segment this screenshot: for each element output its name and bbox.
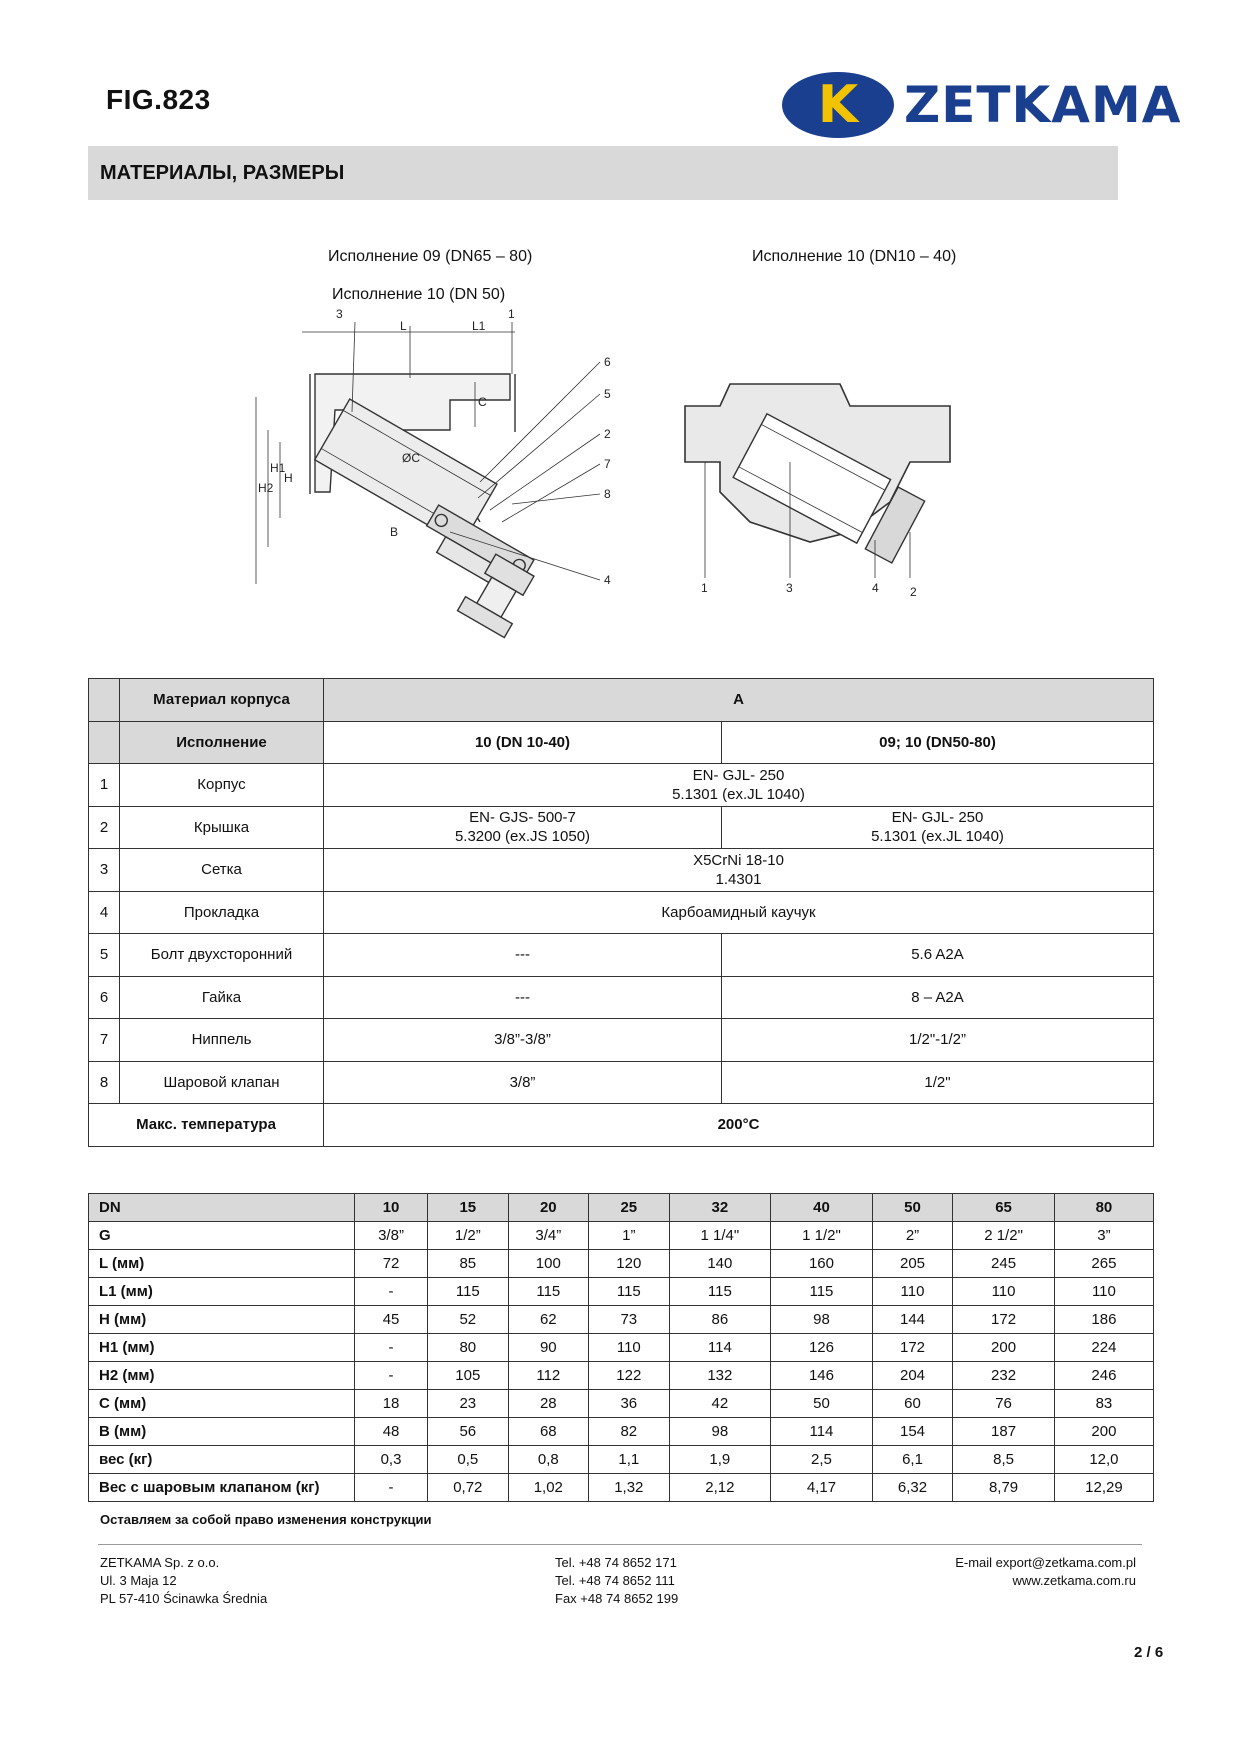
callout-2: 2 bbox=[604, 427, 611, 441]
callout-7: 7 bbox=[604, 457, 611, 471]
table-cell: 90 bbox=[508, 1334, 589, 1362]
dim-label-L1: L1 bbox=[472, 319, 486, 333]
table-cell: 50 bbox=[771, 1390, 873, 1418]
email-line: E-mail export@zetkama.com.pl bbox=[955, 1555, 1136, 1570]
table-row bbox=[89, 934, 1154, 977]
table-cell: 86 bbox=[669, 1306, 771, 1334]
dim-label-H: H bbox=[284, 471, 293, 485]
materials-table bbox=[88, 678, 1154, 1147]
callout-1: 1 bbox=[508, 307, 515, 321]
row-number: 3 bbox=[89, 849, 120, 892]
material-line: 1.4301 bbox=[715, 870, 762, 888]
table-cell: 98 bbox=[771, 1306, 873, 1334]
dim-label-L: L bbox=[400, 319, 407, 333]
part-name: Болт двухсторонний bbox=[120, 934, 324, 977]
row-label: C (мм) bbox=[89, 1390, 355, 1418]
table-cell: 140 bbox=[669, 1250, 771, 1278]
header-blank-cell bbox=[89, 679, 120, 722]
row-number: 4 bbox=[89, 891, 120, 934]
part-name: Корпус bbox=[120, 764, 324, 807]
row-label: L1 (мм) bbox=[89, 1278, 355, 1306]
dim-label-B: B bbox=[390, 525, 399, 539]
table-cell: 110 bbox=[953, 1278, 1055, 1306]
table-cell: 3/8” bbox=[355, 1222, 428, 1250]
header-material-a: A bbox=[324, 679, 1154, 722]
table-cell: 2” bbox=[872, 1222, 953, 1250]
table-cell: 72 bbox=[355, 1250, 428, 1278]
row-label: G bbox=[89, 1222, 355, 1250]
callout-right-1: 1 bbox=[701, 581, 708, 595]
table-cell: 120 bbox=[589, 1250, 670, 1278]
row-label: Вес с шаровым клапаном (кг) bbox=[89, 1474, 355, 1502]
dimensions-table bbox=[88, 1193, 1154, 1502]
table-cell: 160 bbox=[771, 1250, 873, 1278]
table-cell: 172 bbox=[953, 1306, 1055, 1334]
table-cell: 265 bbox=[1054, 1250, 1153, 1278]
table-cell: 76 bbox=[953, 1390, 1055, 1418]
table-cell: 6,1 bbox=[872, 1446, 953, 1474]
column-header: 25 bbox=[589, 1194, 670, 1222]
table-cell: 146 bbox=[771, 1362, 873, 1390]
part-name: Крышка bbox=[120, 806, 324, 849]
dim-label-C: C bbox=[478, 395, 487, 409]
table-cell: 3/4” bbox=[508, 1222, 589, 1250]
material-value: 1/2"-1/2” bbox=[722, 1019, 1154, 1062]
material-value: 8 – A2A bbox=[722, 976, 1154, 1019]
table-cell: 110 bbox=[872, 1278, 953, 1306]
row-label: L (мм) bbox=[89, 1250, 355, 1278]
dim-label-oc: ØC bbox=[402, 451, 420, 465]
table-cell: 60 bbox=[872, 1390, 953, 1418]
table-row bbox=[89, 1334, 1154, 1362]
material-value bbox=[324, 764, 1154, 807]
table-cell: 0,72 bbox=[428, 1474, 509, 1502]
table-row bbox=[89, 1019, 1154, 1062]
table-cell: 42 bbox=[669, 1390, 771, 1418]
table-cell: 122 bbox=[589, 1362, 670, 1390]
table-cell: 132 bbox=[669, 1362, 771, 1390]
table-cell: 48 bbox=[355, 1418, 428, 1446]
table-row bbox=[89, 1362, 1154, 1390]
material-value bbox=[324, 806, 722, 849]
column-header: 80 bbox=[1054, 1194, 1153, 1222]
column-header: 50 bbox=[872, 1194, 953, 1222]
address-line: PL 57-410 Ścinawka Średnia bbox=[100, 1591, 268, 1606]
table-cell: 205 bbox=[872, 1250, 953, 1278]
column-header: 40 bbox=[771, 1194, 873, 1222]
table-cell: 105 bbox=[428, 1362, 509, 1390]
material-line: 5.1301 (ex.JL 1040) bbox=[672, 785, 805, 803]
logo-letter: K bbox=[817, 75, 859, 135]
table-row bbox=[89, 1390, 1154, 1418]
caption-version-10-dn50: Исполнение 10 (DN 50) bbox=[332, 286, 506, 303]
table-cell: 0,3 bbox=[355, 1446, 428, 1474]
table-cell: 187 bbox=[953, 1418, 1055, 1446]
table-cell: 126 bbox=[771, 1334, 873, 1362]
table-row bbox=[89, 764, 1154, 807]
table-cell: 1 1/4" bbox=[669, 1222, 771, 1250]
material-value: Карбоамидный каучук bbox=[324, 891, 1154, 934]
callout-3: 3 bbox=[336, 307, 343, 321]
footer-phones bbox=[555, 1554, 678, 1608]
table-cell: 154 bbox=[872, 1418, 953, 1446]
table-row bbox=[89, 1474, 1154, 1502]
table-cell: 1,32 bbox=[589, 1474, 670, 1502]
column-header: 15 bbox=[428, 1194, 509, 1222]
table-row bbox=[89, 1418, 1154, 1446]
table-cell: 112 bbox=[508, 1362, 589, 1390]
table-row bbox=[89, 1278, 1154, 1306]
address-line: Ul. 3 Maja 12 bbox=[100, 1573, 177, 1588]
row-label: DN bbox=[89, 1194, 355, 1222]
material-value: --- bbox=[324, 976, 722, 1019]
material-value: 5.6 A2A bbox=[722, 934, 1154, 977]
table-cell: 36 bbox=[589, 1390, 670, 1418]
row-label: H1 (мм) bbox=[89, 1334, 355, 1362]
materials-header-row-1 bbox=[89, 679, 1154, 722]
max-temperature-row bbox=[89, 1104, 1154, 1147]
part-name: Прокладка bbox=[120, 891, 324, 934]
table-cell: 8,79 bbox=[953, 1474, 1055, 1502]
design-change-note: Оставляем за собой право изменения конструкции bbox=[100, 1512, 432, 1527]
header-blank-cell bbox=[89, 721, 120, 764]
part-name: Шаровой клапан bbox=[120, 1061, 324, 1104]
max-temperature-value: 200°C bbox=[324, 1104, 1154, 1147]
figure-title: FIG.823 bbox=[106, 84, 211, 115]
table-cell: 186 bbox=[1054, 1306, 1153, 1334]
row-label: H2 (мм) bbox=[89, 1362, 355, 1390]
table-cell: 80 bbox=[428, 1334, 509, 1362]
website-link[interactable]: www.zetkama.com.ru bbox=[1012, 1573, 1136, 1588]
table-cell: 85 bbox=[428, 1250, 509, 1278]
table-cell: - bbox=[355, 1362, 428, 1390]
table-cell: 2 1/2" bbox=[953, 1222, 1055, 1250]
table-cell: 232 bbox=[953, 1362, 1055, 1390]
callout-right-2: 2 bbox=[910, 585, 917, 599]
phone-line: Tel. +48 74 8652 171 bbox=[555, 1555, 677, 1570]
table-cell: 172 bbox=[872, 1334, 953, 1362]
dim-label-H1: H1 bbox=[270, 461, 286, 475]
table-cell: 246 bbox=[1054, 1362, 1153, 1390]
table-cell: 3” bbox=[1054, 1222, 1153, 1250]
row-label: B (мм) bbox=[89, 1418, 355, 1446]
header-version: Исполнение bbox=[120, 721, 324, 764]
material-value: 3/8” bbox=[324, 1061, 722, 1104]
materials-header-row-2 bbox=[89, 721, 1154, 764]
header-version-09-10: 09; 10 (DN50-80) bbox=[722, 721, 1154, 764]
table-cell: 115 bbox=[508, 1278, 589, 1306]
table-row bbox=[89, 891, 1154, 934]
column-header: 32 bbox=[669, 1194, 771, 1222]
row-number: 6 bbox=[89, 976, 120, 1019]
material-line: EN- GJL- 250 bbox=[692, 766, 785, 784]
table-cell: 115 bbox=[428, 1278, 509, 1306]
table-cell: 82 bbox=[589, 1418, 670, 1446]
column-header: 10 bbox=[355, 1194, 428, 1222]
row-label: H (мм) bbox=[89, 1306, 355, 1334]
table-cell: 0,8 bbox=[508, 1446, 589, 1474]
callout-4: 4 bbox=[604, 573, 611, 587]
table-cell: 1,1 bbox=[589, 1446, 670, 1474]
table-cell: 115 bbox=[771, 1278, 873, 1306]
column-header: 20 bbox=[508, 1194, 589, 1222]
table-cell: 18 bbox=[355, 1390, 428, 1418]
dim-label-H2: H2 bbox=[258, 481, 274, 495]
table-cell: 224 bbox=[1054, 1334, 1153, 1362]
material-line: EN- GJL- 250 bbox=[891, 809, 984, 827]
table-cell: 115 bbox=[669, 1278, 771, 1306]
table-cell: - bbox=[355, 1278, 428, 1306]
table-cell: 245 bbox=[953, 1250, 1055, 1278]
section-title: МАТЕРИАЛЫ, РАЗМЕРЫ bbox=[100, 162, 345, 184]
callout-right-3: 3 bbox=[786, 581, 793, 595]
table-cell: 114 bbox=[669, 1334, 771, 1362]
table-cell: 28 bbox=[508, 1390, 589, 1418]
table-row bbox=[89, 1061, 1154, 1104]
zetkama-logo bbox=[782, 72, 1182, 138]
material-value bbox=[722, 806, 1154, 849]
table-row bbox=[89, 1446, 1154, 1474]
table-cell: 56 bbox=[428, 1418, 509, 1446]
table-cell: 12,0 bbox=[1054, 1446, 1153, 1474]
callout-5: 5 bbox=[604, 387, 611, 401]
table-cell: 0,5 bbox=[428, 1446, 509, 1474]
table-cell: 144 bbox=[872, 1306, 953, 1334]
table-cell: 1/2” bbox=[428, 1222, 509, 1250]
caption-version-10-dn10-40: Исполнение 10 (DN10 – 40) bbox=[752, 248, 957, 265]
table-cell: 110 bbox=[589, 1334, 670, 1362]
address-line: ZETKAMA Sp. z o.o. bbox=[100, 1555, 220, 1570]
table-cell: 200 bbox=[1054, 1418, 1153, 1446]
page-number: 2 / 6 bbox=[1134, 1644, 1164, 1661]
header-body-material: Материал корпуса bbox=[120, 679, 324, 722]
column-header: 65 bbox=[953, 1194, 1055, 1222]
table-cell: 204 bbox=[872, 1362, 953, 1390]
table-row bbox=[89, 1222, 1154, 1250]
table-cell: 83 bbox=[1054, 1390, 1153, 1418]
table-row bbox=[89, 1306, 1154, 1334]
max-temperature-label: Макс. температура bbox=[89, 1104, 324, 1147]
table-cell: 1” bbox=[589, 1222, 670, 1250]
table-cell: 8,5 bbox=[953, 1446, 1055, 1474]
phone-line: Fax +48 74 8652 199 bbox=[555, 1591, 679, 1606]
table-cell: 98 bbox=[669, 1418, 771, 1446]
row-number: 2 bbox=[89, 806, 120, 849]
material-line: X5CrNi 18-10 bbox=[693, 851, 784, 869]
material-line: 5.1301 (ex.JL 1040) bbox=[871, 828, 1004, 846]
phone-line: Tel. +48 74 8652 111 bbox=[555, 1573, 675, 1588]
table-cell: 52 bbox=[428, 1306, 509, 1334]
table-cell: 73 bbox=[589, 1306, 670, 1334]
table-cell: 115 bbox=[589, 1278, 670, 1306]
caption-version-09: Исполнение 09 (DN65 – 80) bbox=[328, 248, 533, 265]
callout-6: 6 bbox=[604, 355, 611, 369]
material-value: 3/8”-3/8” bbox=[324, 1019, 722, 1062]
material-value: 1/2" bbox=[722, 1061, 1154, 1104]
row-number: 7 bbox=[89, 1019, 120, 1062]
table-cell: 2,5 bbox=[771, 1446, 873, 1474]
table-cell: 12,29 bbox=[1054, 1474, 1153, 1502]
table-cell: 1,9 bbox=[669, 1446, 771, 1474]
table-cell: 1 1/2" bbox=[771, 1222, 873, 1250]
table-cell: - bbox=[355, 1474, 428, 1502]
table-row bbox=[89, 806, 1154, 849]
table-row bbox=[89, 976, 1154, 1019]
technical-drawing bbox=[250, 307, 990, 662]
section-header bbox=[88, 146, 1118, 200]
footer-divider bbox=[98, 1544, 1142, 1545]
callout-right-4: 4 bbox=[872, 581, 879, 595]
part-name: Гайка bbox=[120, 976, 324, 1019]
table-cell: 100 bbox=[508, 1250, 589, 1278]
row-number: 1 bbox=[89, 764, 120, 807]
table-cell: 6,32 bbox=[872, 1474, 953, 1502]
table-cell: 45 bbox=[355, 1306, 428, 1334]
row-number: 8 bbox=[89, 1061, 120, 1104]
table-cell: 2,12 bbox=[669, 1474, 771, 1502]
table-cell: 4,17 bbox=[771, 1474, 873, 1502]
table-cell: 23 bbox=[428, 1390, 509, 1418]
table-row bbox=[89, 1250, 1154, 1278]
part-name: Ниппель bbox=[120, 1019, 324, 1062]
footer-contact bbox=[955, 1554, 1136, 1590]
material-line: 5.3200 (ex.JS 1050) bbox=[454, 828, 591, 846]
material-line: EN- GJS- 500-7 bbox=[469, 809, 576, 827]
material-value: --- bbox=[324, 934, 722, 977]
table-row bbox=[89, 849, 1154, 892]
callout-8: 8 bbox=[604, 487, 611, 501]
material-value bbox=[324, 849, 1154, 892]
logo-wordmark: ZETKAMA bbox=[904, 76, 1182, 134]
table-cell: 110 bbox=[1054, 1278, 1153, 1306]
table-cell: 68 bbox=[508, 1418, 589, 1446]
footer-address bbox=[100, 1554, 267, 1608]
table-cell: 1,02 bbox=[508, 1474, 589, 1502]
table-cell: 62 bbox=[508, 1306, 589, 1334]
dimensions-header-row bbox=[89, 1194, 1154, 1222]
part-name: Сетка bbox=[120, 849, 324, 892]
row-label: вес (кг) bbox=[89, 1446, 355, 1474]
table-cell: 114 bbox=[771, 1418, 873, 1446]
table-cell: - bbox=[355, 1334, 428, 1362]
row-number: 5 bbox=[89, 934, 120, 977]
header-version-10: 10 (DN 10-40) bbox=[324, 721, 722, 764]
table-cell: 200 bbox=[953, 1334, 1055, 1362]
